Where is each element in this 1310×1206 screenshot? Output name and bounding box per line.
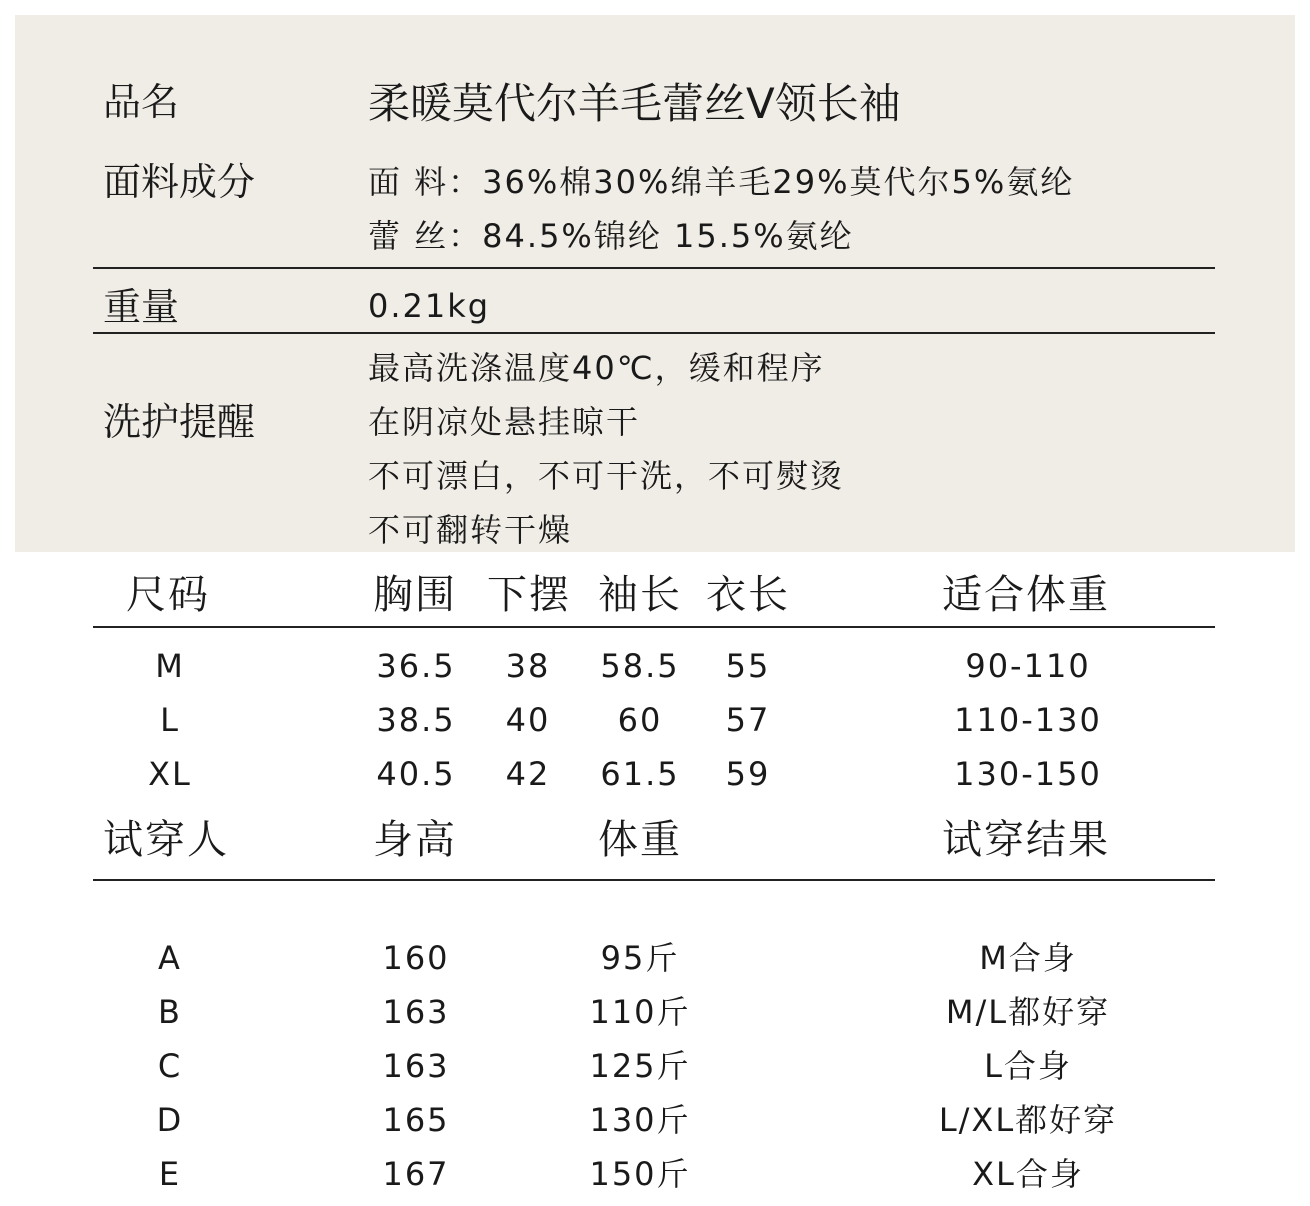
fit-cell: A — [158, 939, 182, 977]
fit-cell: 163 — [382, 1047, 450, 1085]
size-cell: 59 — [725, 755, 771, 793]
fit-cell: XL合身 — [972, 1155, 1084, 1193]
fit-cell: 163 — [382, 993, 450, 1031]
fit-cell: L/XL都好穿 — [938, 1101, 1118, 1139]
fabric-label: 面料成分 — [103, 160, 256, 204]
fit-header-weight: 体重 — [598, 817, 682, 863]
size-cell: 40.5 — [376, 755, 456, 793]
name-label: 品名 — [103, 80, 180, 124]
size-cell: 55 — [725, 647, 771, 685]
care-line: 在阴凉处悬挂晾干 — [368, 403, 641, 441]
size-cell: 130-150 — [954, 755, 1102, 793]
fit-cell: 167 — [382, 1155, 450, 1193]
fit-cell: 110斤 — [589, 993, 691, 1031]
fit-cell: B — [158, 993, 182, 1031]
fit-header-tester: 试穿人 — [103, 817, 229, 863]
fabric-line-2: 蕾 丝：84.5%锦纶 15.5%氨纶 — [368, 217, 854, 255]
care-label: 洗护提醒 — [103, 400, 256, 444]
fabric-line-1: 面 料：36%棉30%绵羊毛29%莫代尔5%氨纶 — [368, 163, 1075, 201]
fit-cell: M/L都好穿 — [945, 993, 1111, 1031]
divider — [93, 332, 1215, 334]
size-header-chest: 胸围 — [373, 572, 457, 618]
size-cell: 58.5 — [600, 647, 680, 685]
care-line: 不可漂白，不可干洗，不可熨烫 — [368, 457, 845, 495]
fit-cell: 125斤 — [589, 1047, 691, 1085]
fit-header-height: 身高 — [373, 817, 457, 863]
divider — [93, 267, 1215, 269]
size-header-hem: 下摆 — [487, 572, 571, 618]
weight-value: 0.21kg — [368, 287, 491, 325]
care-line: 不可翻转干燥 — [368, 511, 573, 549]
size-cell: 40 — [505, 701, 551, 739]
care-line: 最高洗涤温度40℃，缓和程序 — [368, 349, 825, 387]
size-cell: 110-130 — [954, 701, 1102, 739]
size-header-length: 衣长 — [706, 572, 790, 618]
size-table-rule — [93, 626, 1215, 628]
fit-cell: E — [158, 1155, 182, 1193]
size-cell: XL — [148, 755, 192, 793]
fit-cell: D — [156, 1101, 184, 1139]
fit-header-result: 试穿结果 — [942, 817, 1110, 863]
size-cell: 38 — [505, 647, 551, 685]
size-cell: 36.5 — [376, 647, 456, 685]
size-cell: 57 — [725, 701, 771, 739]
fit-cell: C — [157, 1047, 183, 1085]
weight-label: 重量 — [103, 285, 180, 329]
size-cell: 60 — [617, 701, 663, 739]
fit-table-rule — [93, 879, 1215, 881]
fit-cell: 130斤 — [589, 1101, 691, 1139]
size-cell: M — [155, 647, 185, 685]
size-header-size: 尺码 — [126, 572, 210, 618]
size-cell: L — [160, 701, 180, 739]
fit-cell: 160 — [382, 939, 450, 977]
size-cell: 42 — [505, 755, 551, 793]
fit-cell: L合身 — [984, 1047, 1072, 1085]
size-cell: 38.5 — [376, 701, 456, 739]
fit-cell: M合身 — [979, 939, 1077, 977]
fit-cell: 95斤 — [600, 939, 680, 977]
fit-cell: 150斤 — [589, 1155, 691, 1193]
size-cell: 90-110 — [965, 647, 1091, 685]
size-header-sleeve: 袖长 — [598, 572, 682, 618]
product-name: 柔暖莫代尔羊毛蕾丝V领长袖 — [368, 79, 901, 128]
fit-cell: 165 — [382, 1101, 450, 1139]
size-header-fit-weight: 适合体重 — [942, 572, 1110, 618]
size-cell: 61.5 — [600, 755, 680, 793]
